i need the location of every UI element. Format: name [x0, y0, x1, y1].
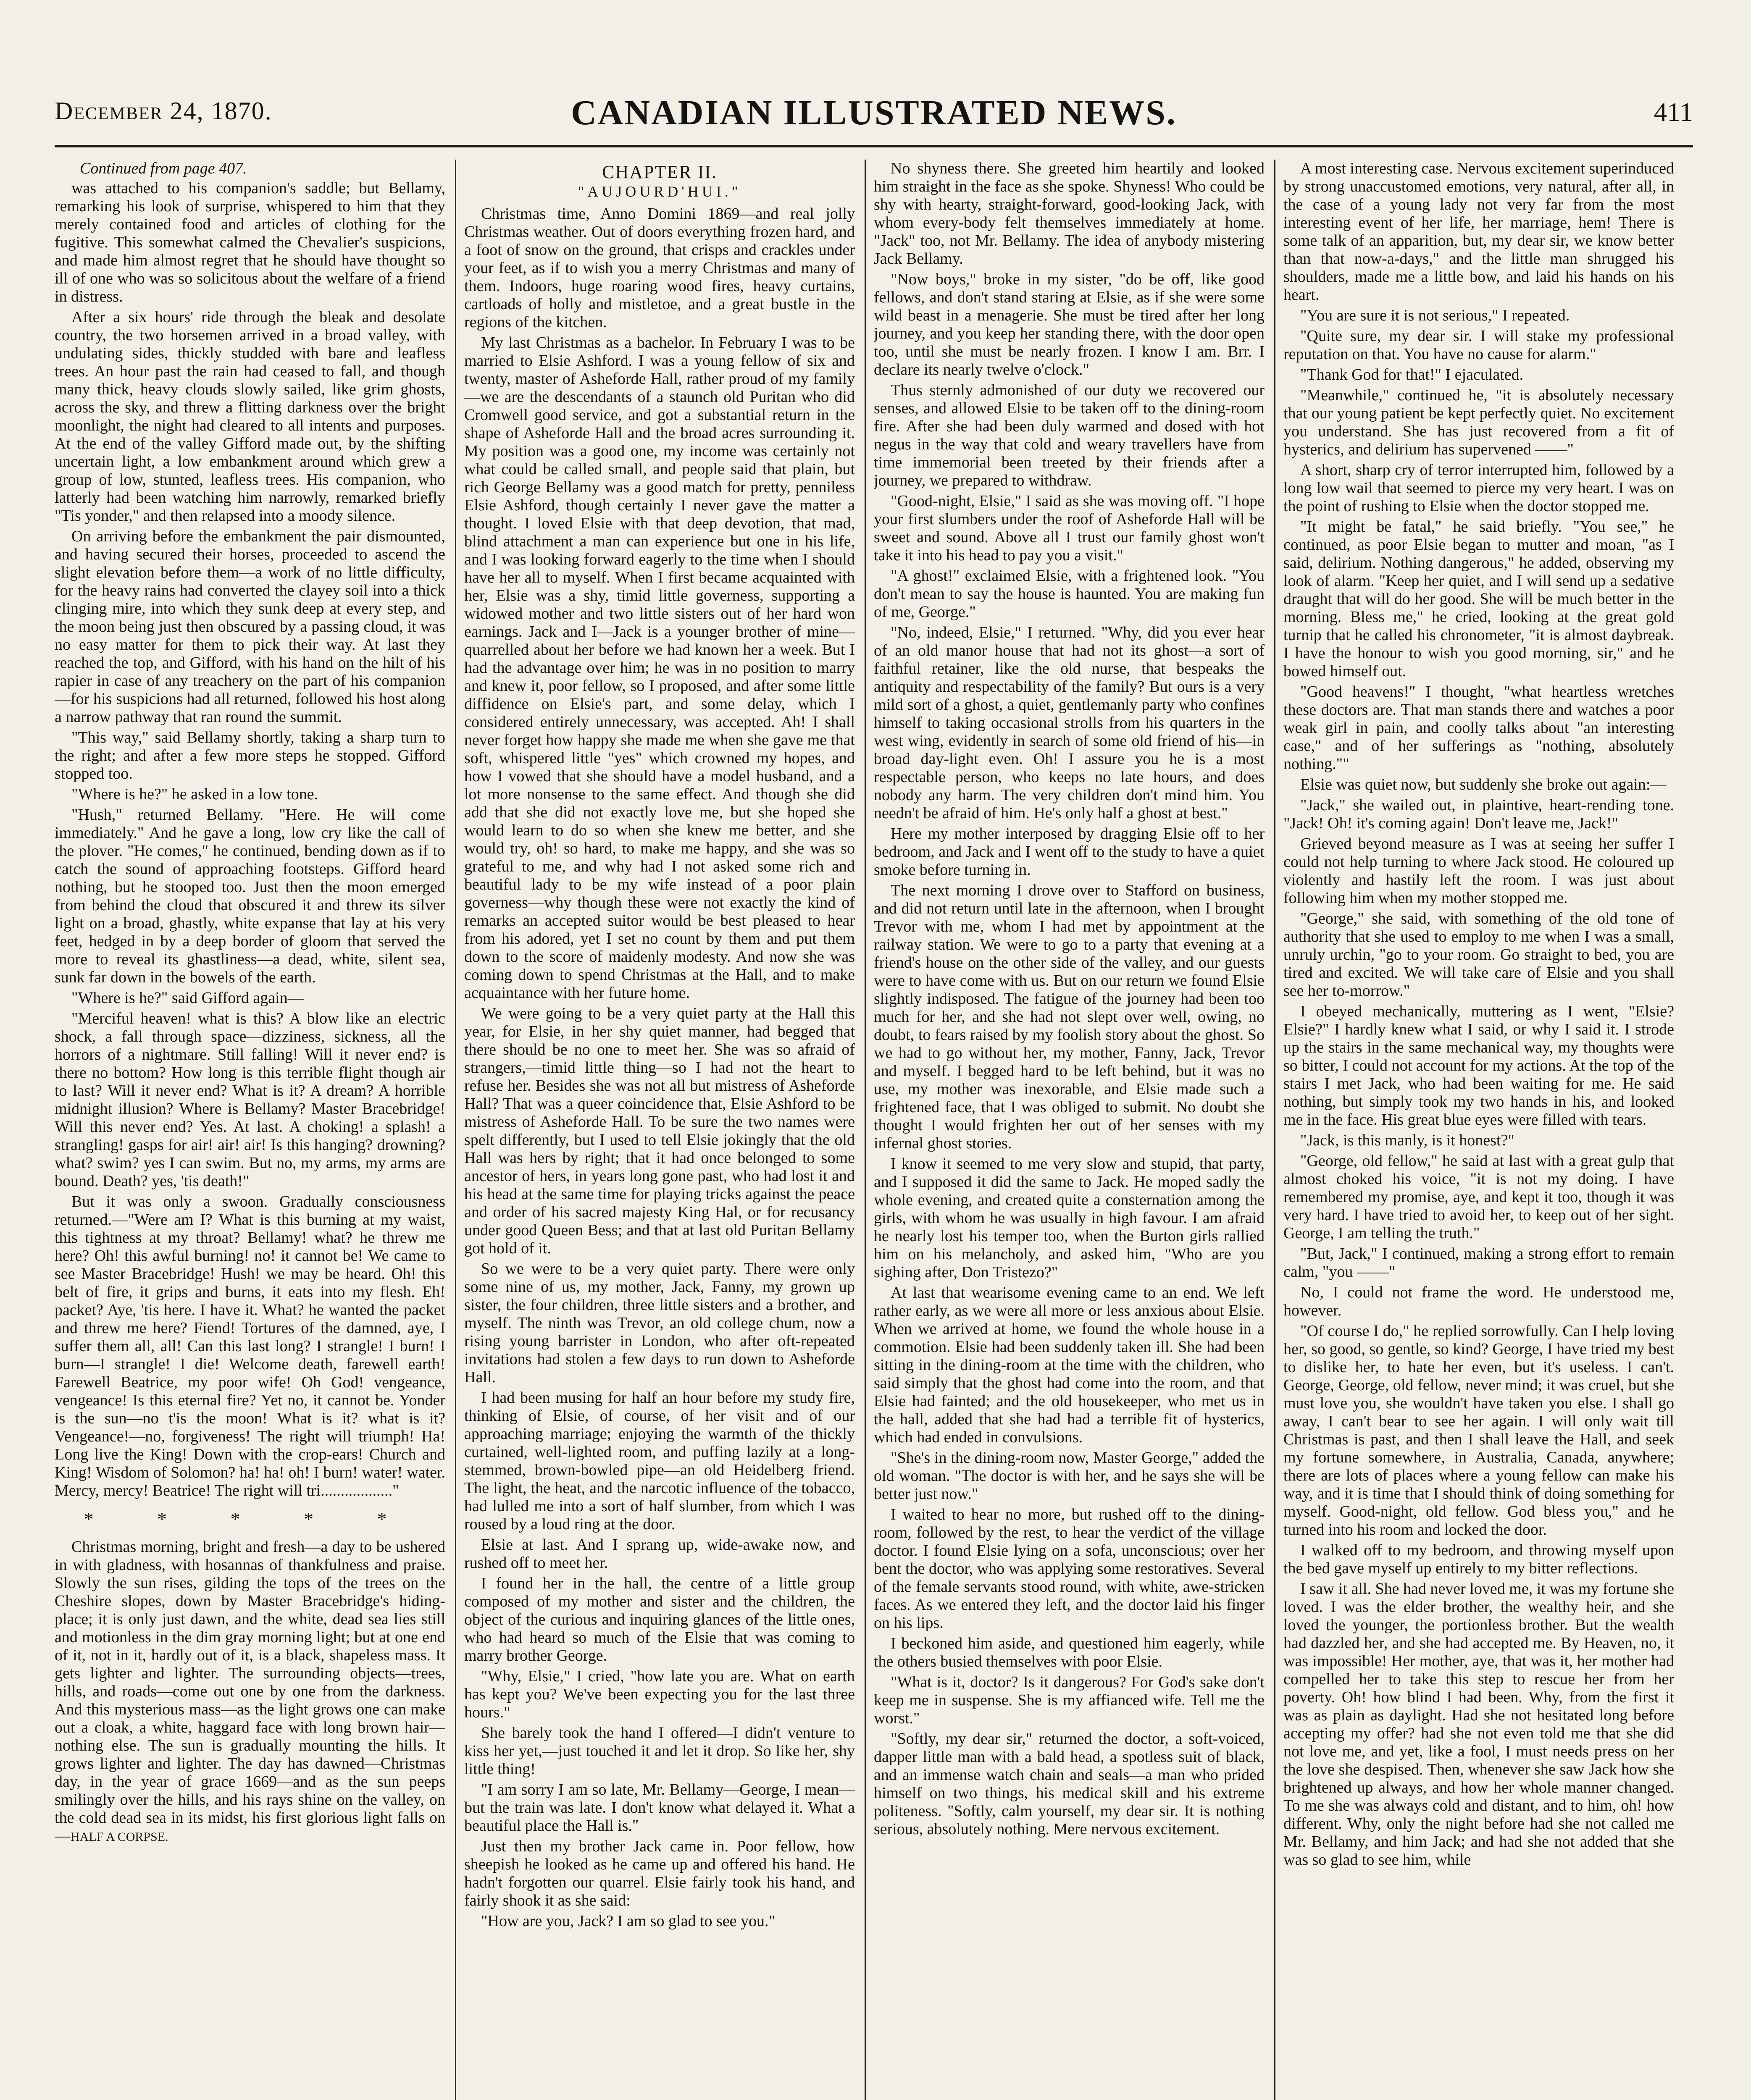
- paragraph: "Softly, my dear sir," returned the doctor, a soft-voiced, dapper little man with a bald head, a spotless suit of black, and an immense watch chain and seals—a man who prided himself on two things, his medical skill and his extreme politeness. "Softly, calm yourself, my dear sir. It is nothing serious, absolutely nothing. Mere nervous excitement.: [874, 1730, 1265, 1838]
- paragraph: "A ghost!" exclaimed Elsie, with a frightened look. "You don't mean to say the house is haunted. You are making fun of me, George.": [874, 567, 1265, 621]
- paragraph: "Where is he?" said Gifford again—: [71, 989, 304, 1007]
- paragraph: "You are sure it is not serious," I repeated.: [1300, 307, 1570, 324]
- paragraph: "Jack," she wailed out, in plaintive, heart-rending tone. "Jack! Oh! it's coming again! Don't leave me, Jack!": [1283, 796, 1674, 832]
- paragraph: "George, old fellow," he said at last with a great gulp that almost choked his voice, "it is not my doing. I have remembered my promise, aye, and kept it too, though it was very hard. I have tried to avoid her, to keep out of her sight. George, I am telling the truth.": [1283, 1152, 1674, 1242]
- paragraph: I saw it all. She had never loved me, it was my fortune she loved. I was the elder brother, the wealthy heir, and she loved the younger, the portionless brother. But the wealth had dazzled her, and she had accepted me. By Heaven, no, it was impossible! Her mother, aye, that was it, her mother had compelled her to take this step to rescue her from her poverty. Oh! how blind I had been. Why, from the first it was as plain as daylight. Had she not hesitated long before accepting my offer? had she not even told me that she did not love me, and yet, like a fool, I must needs press on her the love she despised. Then, whenever she saw Jack how she brightened up always, and how her whole manner changed. To me she was always cold and distant, and to him, oh! how different. Why, only the night before had she not called me Mr. Bellamy, and him Jack; and had she not added that she was so glad to see him, while: [1283, 1580, 1674, 1869]
- paragraph: "What is it, doctor? Is it dangerous? For God's sake don't keep me in suspense. She is my affianced wife. Tell me the worst.": [874, 1673, 1265, 1727]
- paragraph: was attached to his companion's saddle; but Bellamy, remarking his look of surprise, whispered to him that they merely contained food and articles of clothing for the fugitive. This somewhat calmed the Chevalier's suspicions, and made him almost regret that he should have thought so ill of one who was so solicitous about the welfare of a friend in distress.: [55, 179, 445, 305]
- paragraph: I found her in the hall, the centre of a little group composed of my mother and sister and the children, the object of the curious and inquiring glances of the little ones, who had heard so much of the Elsie that was coming to marry brother George.: [464, 1575, 855, 1664]
- paragraph: I know it seemed to me very slow and stupid, that party, and I supposed it did the same to Jack. He moped sadly the whole evening, and created quite a consternation among the girls, with whom he was usually in high favour. I am afraid he nearly lost his temper too, when the Burton girls rallied him on his melancholy, and asked him, "Who are you sighing after, Don Tristezo?": [874, 1155, 1265, 1281]
- column-3: [874, 160, 1265, 2100]
- paragraph: I walked off to my bedroom, and throwing myself upon the bed gave myself up entirely to my bitter reflections.: [1283, 1541, 1674, 1577]
- end-mark: HALF A CORPSE.: [71, 1830, 168, 1844]
- paragraph: Grieved beyond measure as I was at seeing her suffer I could not help turning to where Jack stood. He coloured up violently and hastily left the room. I was just about following him when my mother stopped me.: [1283, 835, 1674, 907]
- paragraph: Elsie was quiet now, but suddenly she broke out again:—: [1300, 776, 1667, 793]
- masthead-rule: [55, 145, 1693, 147]
- paragraph: "Quite sure, my dear sir. I will stake my professional reputation on that. You have no cause for alarm.": [1283, 327, 1674, 363]
- paragraph: Christmas time, Anno Domini 1869—and real jolly Christmas weather. Out of doors everything frozen hard, and a foot of snow on the ground, that crisps and crackles under your feet, as if to wish you a merry Christmas and many of them. Indoors, huge roaring wood fires, heavy curtains, cartloads of holly and mistletoe, and a great bustle in the regions of the kitchen.: [464, 205, 855, 331]
- paragraph: Elsie at last. And I sprang up, wide-awake now, and rushed off to meet her.: [464, 1536, 855, 1572]
- paragraph: "I am sorry I am so late, Mr. Bellamy—George, I mean—but the train was late. I don't know what delayed it. What a beautiful place the Hall is.": [464, 1781, 855, 1835]
- column-1: [55, 160, 445, 2100]
- paragraph: Here my mother interposed by dragging Elsie off to her bedroom, and Jack and I went off to the study to have a quiet smoke before turning in.: [874, 825, 1265, 879]
- chapter-heading: CHAPTER II.: [602, 162, 717, 182]
- paragraph: "George," she said, with something of the old tone of authority that she used to employ to me when I was a small, unruly urchin, "go to your room. Go straight to bed, you are tired and excited. We will take care of Elsie and you shall see her to-morrow.": [1283, 910, 1674, 1000]
- column-rule: [865, 160, 866, 2100]
- paragraph: The next morning I drove over to Stafford on business, and did not return until late in the afternoon, when I brought Trevor with me, whom I had met by appointment at the railway station. We were to go to a party that evening at a friend's house on the other side of the valley, and our guests were to have come with us. But on our return we found Elsie slightly indisposed. The fatigue of the journey had been too much for her, and she had not slept over well, owing, no doubt, to fears raised by my foolish story about the ghost. So we had to go without her, my mother, Fanny, Jack, Trevor and myself. I begged hard to be left behind, but it was no use, my mother was inexorable, and Elsie made such a frightened face, that I was obliged to submit. No doubt she thought I would frighten her out of her senses with my infernal ghost stories.: [874, 882, 1265, 1152]
- chapter-subtitle: "AUJOURD'HUI.": [578, 183, 741, 200]
- paragraph: "Why, Elsie," I cried, "how late you are. What on earth has kept you? We've been expecting you for the last three hours.": [464, 1667, 855, 1721]
- paragraph: I waited to hear no more, but rushed off to the dining-room, followed by the rest, to hear the verdict of the village doctor. I found Elsie lying on a sofa, unconscious; over her bent the doctor, who was applying some restoratives. Several of the female servants stood round, with white, awe-stricken faces. As we entered they left, and the doctor laid his finger on his lips.: [874, 1506, 1265, 1632]
- paragraph: No, I could not frame the word. He understood me, however.: [1283, 1284, 1674, 1319]
- paragraph: My last Christmas as a bachelor. In February I was to be married to Elsie Ashford. I was a young fellow of six and twenty, master of Asheforde Hall, rather proud of my family—we are the descendants of a staunch old Puritan who did Cromwell good service, and got a substantial return in the shape of Asheforde Hall and the broad acres surrounding it. My position was a good one, my income was certainly not what could be called small, and people said that plain, but rich George Bellamy was a good match for pretty, penniless Elsie Ashford, though certainly I never gave the matter a thought. I loved Elsie with that deep devotion, that mad, blind attachment a man can experience but one in his life, and I was looking forward eagerly to the time when I should have her all to myself. When I first became acquainted with her, Elsie was a shy, timid little governess, supporting a widowed mother and two little sisters out of her hard won earnings. Jack and I—Jack is a younger brother of mine—quarrelled about her before we had known her a week. But I had the advantage over him; he was in no position to marry and knew it, poor fellow, so I proposed, and after some little diffidence on Elsie's part, and some delay, which I considered entirely unnecessary, was accepted. Ah! I shall never forget how happy she made me when she gave me that soft, whispered little "yes" which crowned my hopes, and how I vowed that she should have a model husband, and a lot more nonsense to the same effect. And though she did add that she did not exactly love me, but she hoped she would learn to do so when she knew me better, and she would try, oh! so hard, to make me happy, and she was so grateful to me, and why had I not asked some rich and beautiful lady to be my wife instead of a poor plain governess—why though these were not exactly the kind of remarks an accepted suitor would be best pleased to hear from his adored, yet I set no count by them and put them down to the score of maidenly modesty. And now she was coming down to spend Christmas at the Hall, and to make acquaintance with her future home.: [464, 334, 855, 1002]
- paragraph: "Good heavens!" I thought, "what heartless wretches these doctors are. That man stands there and watches a poor weak girl in pain, and coolly talks about "an interesting case," and of her sufferings as "nothing, absolutely nothing."": [1283, 683, 1674, 773]
- paragraph: "Hush," returned Bellamy. "Here. He will come immediately." And he gave a long, low cry like the call of the plover. "He comes," he continued, bending down as if to catch the sound of approaching footsteps. Gifford heard nothing, but he stooped too. Just then the moon emerged from behind the cloud that obscured it and threw its silver light on a broad, ghastly, white expanse that lay at his very feet, hedged in by a deep border of gloom that served the more to reveal its ghastliness—a dead, white, silent sea, sunk far down in the bowels of the earth.: [55, 806, 445, 986]
- paragraph: "This way," said Bellamy shortly, taking a sharp turn to the right; and after a few more steps he stopped. Gifford stopped too.: [55, 729, 445, 782]
- paragraph: A short, sharp cry of terror interrupted him, followed by a long low wail that seemed to pierce my very heart. I was on the point of rushing to Elsie when the doctor stopped me.: [1283, 461, 1674, 515]
- paragraph: [55, 1538, 445, 1846]
- paragraph: On arriving before the embankment the pair dismounted, and having secured their horses, proceeded to ascend the slight elevation before them—a work of no little difficulty, for the heavy rains had converted the clayey soil into a thick clinging mire, into which they sunk deep at every step, and the moon being just then obscured by a passing cloud, it was no easy matter for them to pick their way. At last they reached the top, and Gifford, with his hand on the hilt of his rapier in case of any treachery on the part of his companion—for his suspicions had all returned, followed his host along a narrow pathway that ran round the summit.: [55, 528, 445, 726]
- paragraph: We were going to be a very quiet party at the Hall this year, for Elsie, in her shy quiet manner, had begged that there should be no one to meet her. She was so afraid of strangers,—timid little thing—so I had not the heart to refuse her. Besides she was not all but mistress of Asheforde Hall? That was a queer coincidence that, Elsie Ashford to be mistress of Asheforde Hall. To be sure the two names were spelt differently, but I used to tell Elsie jokingly that the old Hall was hers by right; that it had once belonged to some ancestor of hers, in years long gone past, who had lost it and his head at the same time for playing tricks against the peace and order of his sacred majesty King Hal, or for recusancy under good Queen Bess; and that at last old Puritan Bellamy got hold of it.: [464, 1005, 855, 1257]
- paragraph: "Of course I do," he replied sorrowfully. Can I help loving her, so good, so gentle, so kind? George, I have tried my best to dislike her, to hate her even, but it's useless. I can't. George, George, old fellow, never mind; it was cruel, but she must love you, she wouldn't have taken you else. I shall go away, I can't bear to see her again. I will only wait till Christmas is past, and then I shall leave the Hall, and seek my fortune somewhere, in Australia, Canada, anywhere; there are lots of places where a young fellow can make his way, and it is time that I should think of doing something for myself. Good-night, old fellow. God bless you," and he turned into his room and locked the door.: [1283, 1322, 1674, 1538]
- column-rule: [1274, 160, 1275, 2100]
- paragraph: "Merciful heaven! what is this? A blow like an electric shock, a fall through space—dizziness, sickness, all the horrors of a nightmare. Still falling! Will it never end? is there no bottom? How long is this terrible flight though air to last? Will it never end? What is it? A dream? A horrible midnight illusion? Where is Bellamy? Master Bracebridge! Will this never end? Yes. At last. A choking! a splash! a strangling! gasps for air! air! air! Is this hanging? drowning? what? swim? yes I can swim. But no, my arms, my arms are bound. Death? yes, 'tis death!": [55, 1010, 445, 1190]
- paragraph: "Where is he?" he asked in a low tone.: [71, 785, 318, 803]
- paragraph: I beckoned him aside, and questioned him eagerly, while the others busied themselves with poor Elsie.: [874, 1635, 1265, 1670]
- column-2: [464, 160, 855, 2100]
- issue-date: December 24, 1870.: [55, 97, 272, 125]
- paragraph: I had been musing for half an hour before my study fire, thinking of Elsie, of course, of her visit and of our approaching marriage; enjoying the warmth of the thickly curtained, well-lighted room, and puffing lazily at a long-stemmed, brown-bowled pipe—an old Heidelberg friend. The light, the heat, and the narcotic influence of the tobacco, had lulled me into a sort of half slumber, from which I was roused by a loud ring at the door.: [464, 1389, 855, 1533]
- column-4: [1283, 160, 1674, 2100]
- paragraph: I obeyed mechanically, muttering as I went, "Elsie? Elsie?" I hardly knew what I said, or why I said it. I strode up the stairs in the same mechanical way, my thoughts were so bitter, I could not account for my actions. At the top of the stairs I met Jack, who had been waiting for me. He said nothing, but simply took my two hands in his, and looked me in the face. His great blue eyes were filled with tears.: [1283, 1003, 1674, 1129]
- page-number: 411: [1654, 97, 1693, 127]
- column-rule: [455, 160, 456, 2100]
- paragraph: So we were to be a very quiet party. There were only some nine of us, my mother, Jack, Fanny, my grown up sister, the four children, three little sisters and a brother, and myself. The ninth was Trevor, an old college chum, now a rising young barrister in London, who after oft-repeated invitations had stolen a few days to run down to Asheforde Hall.: [464, 1260, 855, 1386]
- paragraph: Just then my brother Jack came in. Poor fellow, how sheepish he looked as he came up and offered his hand. He hadn't forgotten our quarrel. Elsie fairly took his hand, and fairly shook it as she said:: [464, 1838, 855, 1909]
- paragraph-text: Christmas morning, bright and fresh—a day to be ushered in with gladness, with hosannas of thankfulness and praise. Slowly the sun rises, gilding the tops of the trees on the Cheshire slopes, down by Master Bracebridge's hiding-place; it is only just dawn, and the white, dead sea lies still and motionless in the dim gray morning light; but at one end of it, not in it, hardly out of it, is a black, shapeless mass. It gets lighter and lighter. The surrounding objects—trees, hills, and roads—come out one by one from the darkness. And this mysterious mass—as the light grows one can make out a cloak, a white, haggard face with long brown hair—nothing else. The sun is gradually mounting the hills. It grows lighter and lighter. The day has dawned—Christmas day, in the year of grace 1669—and as the sun peeps smilingly over the hills, and his rays shine on the valley, on the cold dead sea in its midst, his first glorious light falls on—: [55, 1538, 445, 1845]
- paragraph: She barely took the hand I offered—I didn't venture to kiss her yet,—just touched it and let it drop. So like her, shy little thing!: [464, 1724, 855, 1778]
- paragraph: "She's in the dining-room now, Master George," added the old woman. "The doctor is with her, and he says she will be better just now.": [874, 1449, 1265, 1503]
- continued-note: Continued from page 407.: [80, 160, 247, 177]
- paragraph: "But, Jack," I continued, making a strong effort to remain calm, "you ——": [1283, 1245, 1674, 1281]
- paragraph: "Jack, is this manly, is it honest?": [1300, 1131, 1514, 1149]
- paragraph: No shyness there. She greeted him heartily and looked him straight in the face as she spoke. Shyness! Who could be shy with hearty, straight-forward, good-looking Jack, with whom every-body felt themselves immediately at home. "Jack" too, not Mr. Bellamy. The idea of anybody mistering Jack Bellamy.: [874, 160, 1265, 268]
- paragraph: "Good-night, Elsie," I said as she was moving off. "I hope your first slumbers under the roof of Asheforde Hall will be sweet and sound. Above all I trust our family ghost won't take it into his head to pay you a visit.": [874, 492, 1265, 564]
- paragraph: But it was only a swoon. Gradually consciousness returned.—"Were am I? What is this burning at my waist, this tightness at my throat? Bellamy! what? he threw me here? Oh! this awful burning! no! it cannot be! We came to see Master Bracebridge! Hush! we may be heard. Oh! this belt of fire, it grips and burns, it eats into my flesh. Eh! packet? Aye, 'tis here. I have it. What? he wanted the packet and threw me here? Fiend! Tortures of the damned, aye, I suffer them all, all! Can this last long? I strangle! I burn! I burn—I strangle! I die! Welcome death, farewell earth! Farewell Beatrice, my poor wife! Oh God! vengeance, vengeance! Is this eternal fire? Yet no, it cannot be. Yonder is the sun—no t'is the moon! What is it? what is it? Vengeance!—no, forgiveness! The right will triumph! Ha! Long live the King! Down with the crop-ears! Church and King! Wisdom of Solomon? ha! ha! oh! I burn! water! water. Mercy, mercy! Beatrice! The right will tri..................": [55, 1193, 445, 1499]
- paragraph: After a six hours' ride through the bleak and desolate country, the two horsemen arrived in a broad valley, with undulating sides, thickly studded with bare and leafless trees. An hour past the rain had ceased to fall, and though many thick, heavy clouds slowly sailed, like grim ghosts, across the sky, and threw a flitting darkness over the bright moonlight, the night had cleared to all intents and purposes. At the end of the valley Gifford made out, by the shifting uncertain light, a low embankment around which grew a group of low, stunted, leafless trees. His companion, who latterly had been watching him narrowly, remarked briefly "Tis yonder," and then relapsed into a moody silence.: [55, 308, 445, 525]
- section-break-stars: * * * * *: [84, 1508, 416, 1530]
- paragraph: "Now boys," broke in my sister, "do be off, like good fellows, and don't stand staring at Elsie, as if she were some wild beast in a menagerie. She must be tired after her long journey, and you keep her standing there, with the door open too, until she must be nearly frozen. I know I am. Brr. I declare its nearly twelve o'clock.": [874, 270, 1265, 378]
- paragraph: A most interesting case. Nervous excitement superinduced by strong unaccustomed emotions, very natural, after all, in the case of a young lady not very far from the most interesting event of her life, her marriage, hem! There is some talk of an apparition, but, my dear sir, we know better than that now-a-days," and the little man shrugged his shoulders, made me a little bow, and laid his hands on his heart.: [1283, 160, 1674, 304]
- newspaper-title: CANADIAN ILLUSTRATED NEWS.: [571, 93, 1177, 132]
- paragraph: "It might be fatal," he said briefly. "You see," he continued, as poor Elsie began to mutter and moan, "as I said, delirium. Nothing dangerous," he added, observing my look of alarm. "Keep her quiet, and I will send up a sedative draught that will do her good. She will be much better in the morning. Bless me," he cried, looking at the great gold turnip that he called his chronometer, "it is almost daybreak. I have the honour to wish you good morning, sir," and he bowed himself out.: [1283, 518, 1674, 680]
- masthead: [55, 88, 1693, 134]
- paragraph: "Meanwhile," continued he, "it is absolutely necessary that our young patient be kept perfectly quiet. No excitement you understand. She has just recovered from a fit of hysterics, and delirium has supervened ——": [1283, 386, 1674, 458]
- paragraph: "Thank God for that!" I ejaculated.: [1300, 366, 1524, 383]
- paragraph: Thus sternly admonished of our duty we recovered our senses, and allowed Elsie to be taken off to the dining-room fire. After she had been duly warmed and dosed with hot negus in the way that cold and weary travellers have from time immemorial been treeted by their friends after a journey, we prepared to withdraw.: [874, 381, 1265, 489]
- paragraph: "How are you, Jack? I am so glad to see you.": [481, 1912, 776, 1930]
- paragraph: At last that wearisome evening came to an end. We left rather early, as we were all more or less anxious about Elsie. When we arrived at home, we found the whole house in a commotion. Elsie had been suddenly taken ill. She had been sitting in the dining-room at the time with the children, who said simply that the ghost had come into the room, and that Elsie had fainted; and the old housekeeper, who met us in the hall, added that she had had a terrible fit of hysterics, which had ended in convulsions.: [874, 1284, 1265, 1446]
- paragraph: "No, indeed, Elsie," I returned. "Why, did you ever hear of an old manor house that had not its ghost—a sort of faithful retainer, like the old nurse, that bespeaks the antiquity and respectability of the family? But ours is a very mild sort of a ghost, a quiet, gentlemanly party who confines himself to taking occasional strolls from his quarters in the west wing, evidently in search of some old friend of his—in broad day-light even. Oh! I assure you he is a most respectable person, who keeps no late hours, and does nobody any harm. The very children don't mind him. You needn't be afraid of him. He's only half a ghost at best.": [874, 624, 1265, 822]
